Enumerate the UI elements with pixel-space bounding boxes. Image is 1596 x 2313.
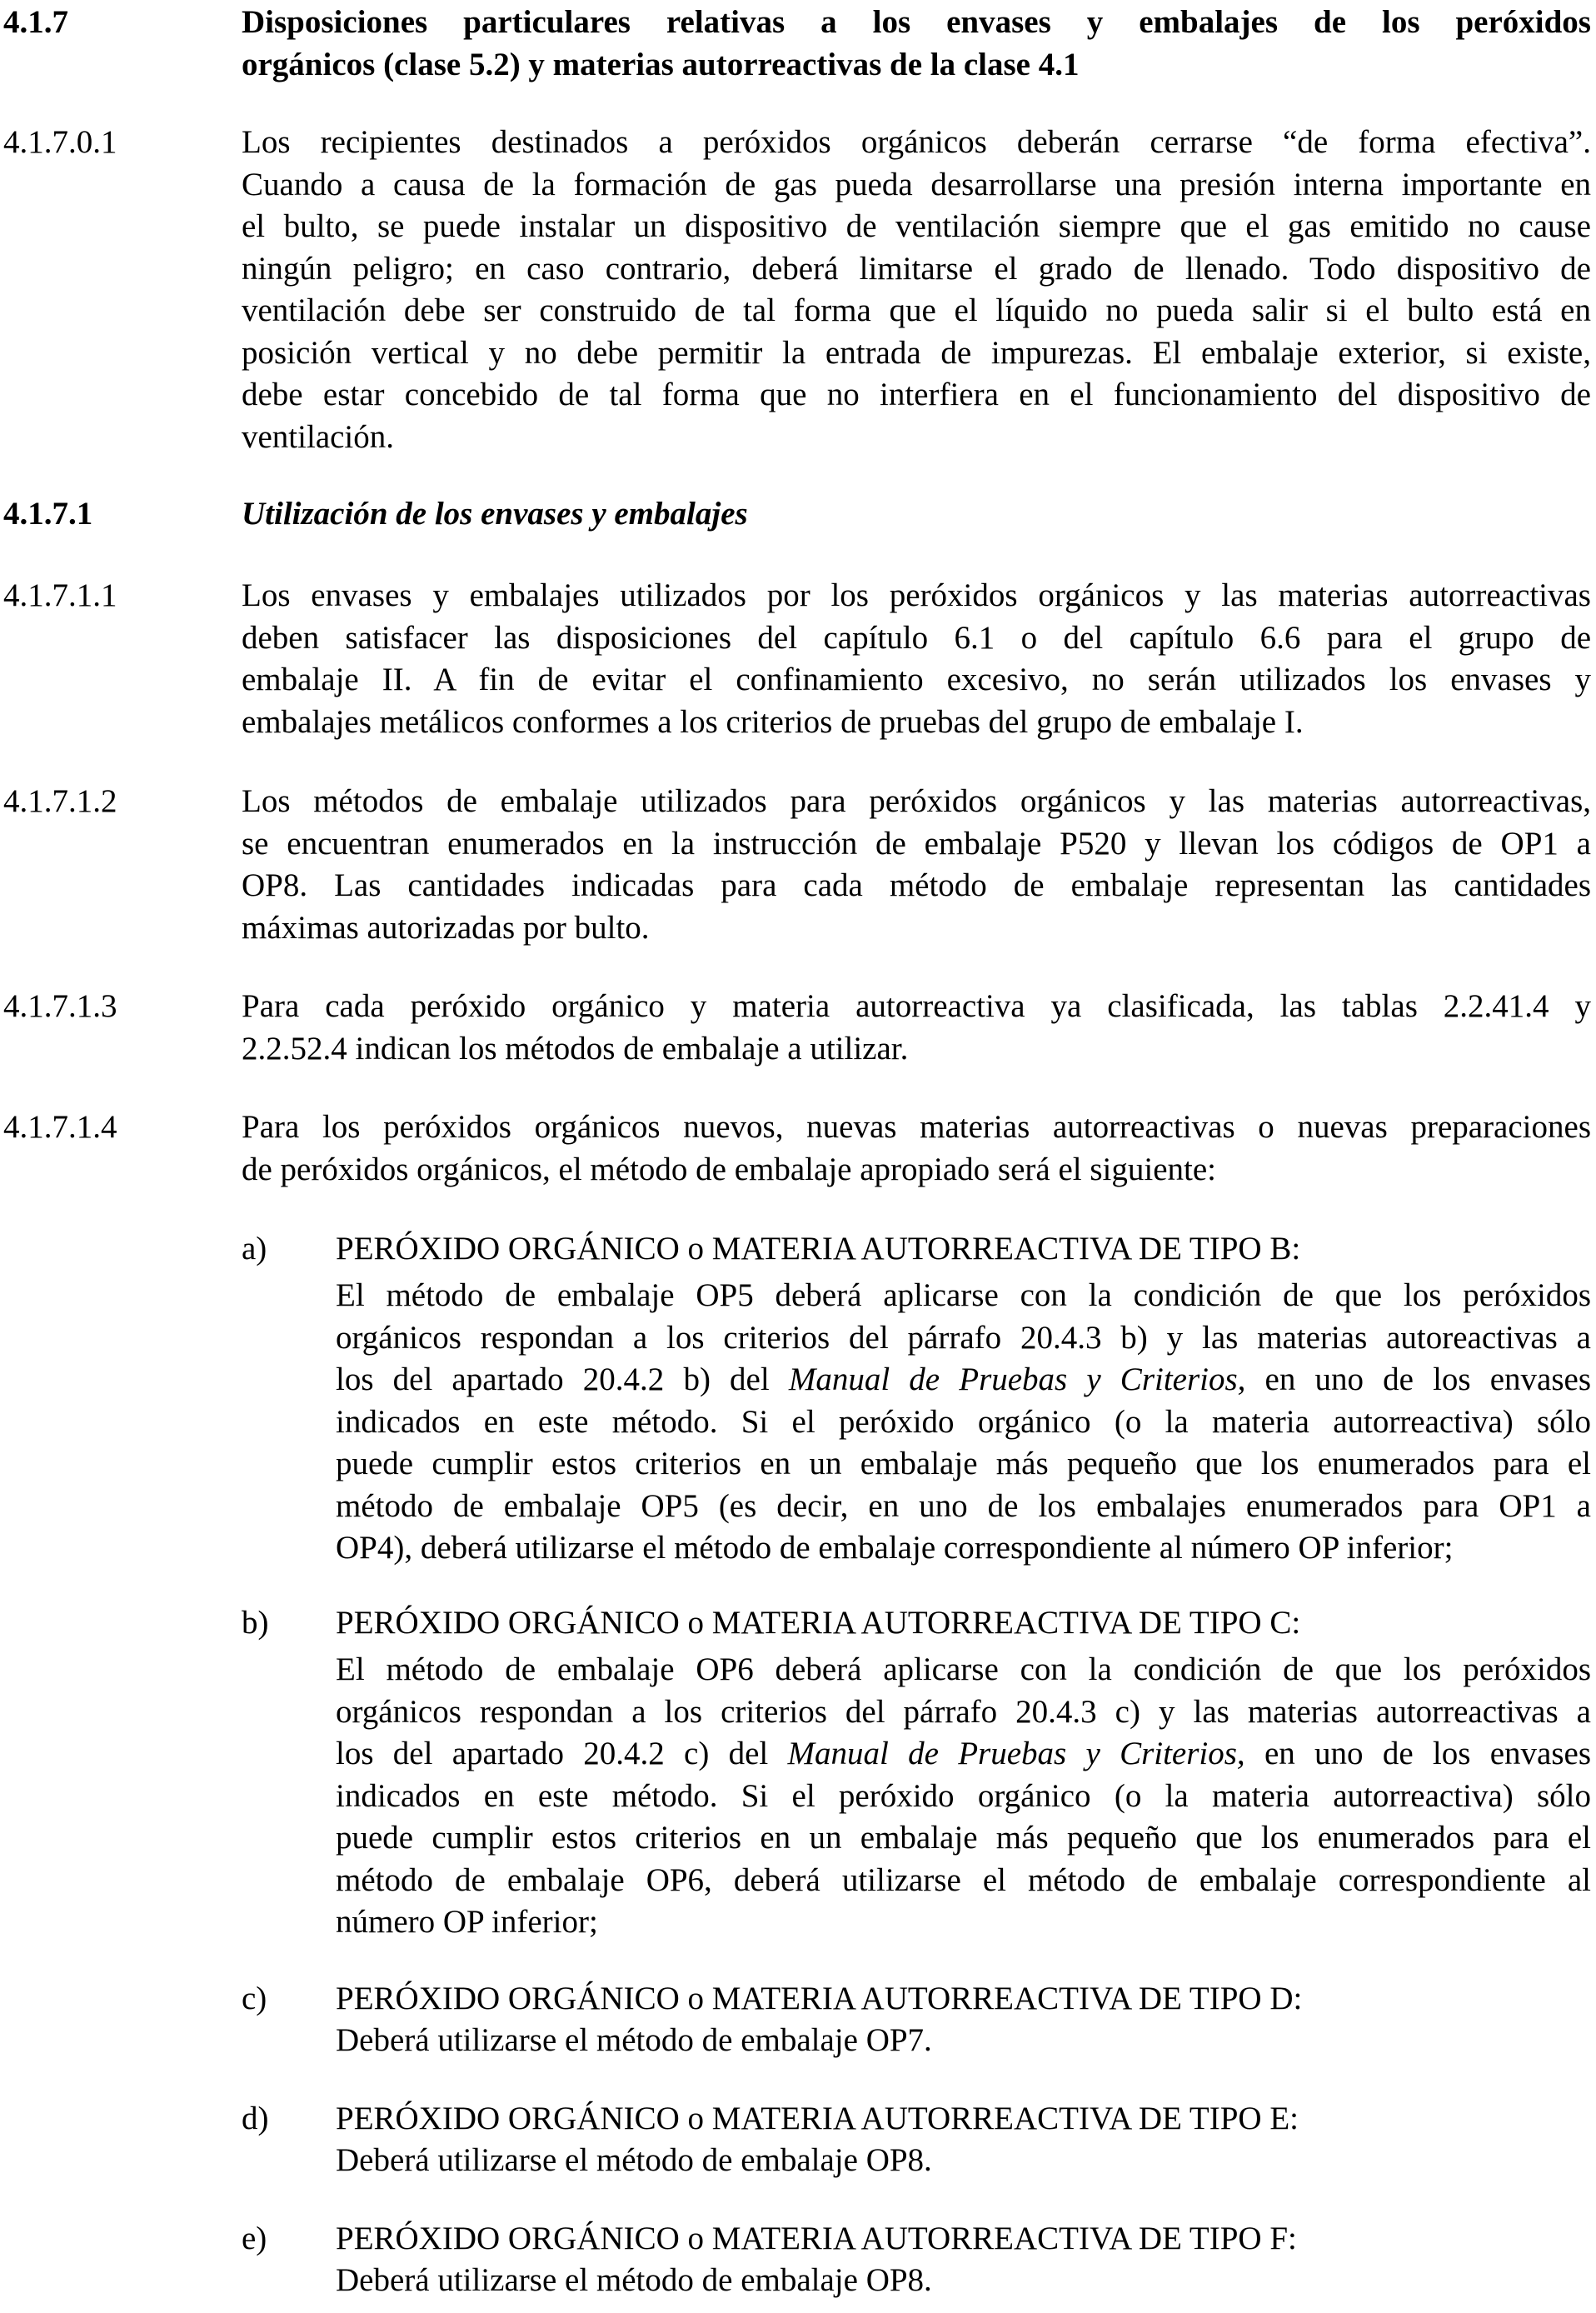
text-line: deben satisfacer las disposiciones del capítulo 6.1 o del capítulo 6.6 para el grupo de xyxy=(242,619,1591,656)
text-line: Para cada peróxido orgánico y materia autorreactiva ya clasificada, las tablas 2.2.41.4 y xyxy=(242,988,1591,1024)
text-line: indicados en este método. Si el peróxido orgánico (o la materia autorreactiva) sólo xyxy=(336,1777,1591,1814)
list-item-text xyxy=(336,1649,1591,1944)
text-line: se encuentran enumerados en la instrucción de embalaje P520 y llevan los códigos de OP1 a xyxy=(242,825,1591,862)
list-item-heading: PERÓXIDO ORGÁNICO o MATERIA AUTORREACTIVA DE TIPO C: xyxy=(336,1605,1301,1641)
text-line: 2.2.52.4 indican los métodos de embalaje a utilizar. xyxy=(242,1030,909,1067)
paragraph-text xyxy=(242,781,1591,949)
text-line: los del apartado 20.4.2 b) del Manual de Pruebas y Criterios, en uno de los envases xyxy=(336,1361,1592,1397)
paragraph-number: 4.1.7.1.3 xyxy=(3,988,117,1024)
list-item-letter: d) xyxy=(242,2101,269,2136)
text-line: orgánicos respondan a los criterios del párrafo 20.4.3 c) y las materias autorreactivas a xyxy=(336,1693,1591,1730)
text-line: Para los peróxidos orgánicos nuevos, nuevas materias autorreactivas o nuevas preparaciones xyxy=(242,1109,1591,1145)
text-line: puede cumplir estos criterios en un embalaje más pequeño que los enumerados para el xyxy=(336,1820,1591,1856)
text-line: El método de embalaje OP5 deberá aplicarse con la condición de que los peróxidos xyxy=(336,1277,1591,1313)
list-item-letter: e) xyxy=(242,2221,267,2256)
text-line: ventilación debe ser construido de tal forma que el líquido no pueda salir si el bulto está en xyxy=(242,292,1591,328)
text-line: OP8. Las cantidades indicadas para cada método de embalaje representan las cantidades xyxy=(242,867,1591,903)
section-title xyxy=(242,493,1591,536)
text-line: embalaje II. A fin de evitar el confinamiento excesivo, no serán utilizados los envases y xyxy=(242,662,1591,697)
list-item-text xyxy=(336,1275,1591,1570)
list-item-letter: a) xyxy=(242,1231,267,1266)
text-line: Los métodos de embalaje utilizados para peróxidos orgánicos y las materias autorreactivas, xyxy=(242,783,1591,819)
list-item-heading: PERÓXIDO ORGÁNICO o MATERIA AUTORREACTIVA DE TIPO B: xyxy=(336,1231,1301,1266)
section-number: 4.1.7.1 xyxy=(3,496,93,532)
list-item-heading: PERÓXIDO ORGÁNICO o MATERIA AUTORREACTIVA DE TIPO E: xyxy=(336,2101,1299,2136)
list-item-letter: c) xyxy=(242,1981,267,2016)
text-line: El método de embalaje OP6 deberá aplicarse con la condición de que los peróxidos xyxy=(336,1651,1591,1687)
text-line: indicados en este método. Si el peróxido orgánico (o la materia autorreactiva) sólo xyxy=(336,1403,1591,1440)
text-line: OP4), deberá utilizarse el método de embalaje correspondiente al número OP inferior; xyxy=(336,1530,1454,1566)
paragraph-number: 4.1.7.1.1 xyxy=(3,577,117,613)
text-line: orgánicos respondan a los criterios del párrafo 20.4.3 b) y las materias autoreactivas a xyxy=(336,1319,1591,1356)
text-line: método de embalaje OP5 (es decir, en uno de los embalajes enumerados para OP1 a xyxy=(336,1487,1591,1524)
text-line: los del apartado 20.4.2 c) del Manual de Pruebas y Criterios, en uno de los envases xyxy=(336,1736,1591,1771)
text-line: Cuando a causa de la formación de gas pueda desarrollarse una presión interna importante en xyxy=(242,166,1591,202)
paragraph-text xyxy=(242,575,1591,743)
list-item-heading: PERÓXIDO ORGÁNICO o MATERIA AUTORREACTIVA DE TIPO F: xyxy=(336,2221,1297,2256)
section-title-line: Utilización de los envases y embalajes xyxy=(242,496,748,532)
section-title xyxy=(242,2,1591,86)
section-title-line: Disposiciones particulares relativas a los envases y embalajes de los peróxidos xyxy=(242,4,1591,40)
text-line: posición vertical y no debe permitir la entrada de impurezas. El embalaje exterior, si existe, xyxy=(242,334,1591,371)
text-line: el bulto, se puede instalar un dispositivo de ventilación siempre que el gas emitido no cause xyxy=(242,208,1591,244)
text-line: Deberá utilizarse el método de embalaje OP7. xyxy=(336,2022,932,2058)
paragraph-number: 4.1.7.1.2 xyxy=(3,783,117,819)
text-line: Deberá utilizarse el método de embalaje OP8. xyxy=(336,2262,932,2298)
paragraph-text xyxy=(242,1107,1591,1191)
text-line: Los envases y embalajes utilizados por los peróxidos orgánicos y las materias autorreactivas xyxy=(242,577,1591,613)
text-line: método de embalaje OP6, deberá utilizarse el método de embalaje correspondiente al xyxy=(336,1861,1591,1898)
text-line: embalajes metálicos conformes a los criterios de pruebas del grupo de embalaje I. xyxy=(242,703,1304,740)
text-line: máximas autorizadas por bulto. xyxy=(242,909,650,946)
text-line: ningún peligro; en caso contrario, deberá limitarse el grado de llenado. Todo dispositivo de xyxy=(242,250,1591,287)
text-line: puede cumplir estos criterios en un embalaje más pequeño que los enumerados para el xyxy=(336,1446,1591,1481)
list-item-text xyxy=(336,2260,1591,2302)
paragraph-number: 4.1.7.1.4 xyxy=(3,1109,117,1145)
section-number: 4.1.7 xyxy=(3,4,68,40)
text-line: Deberá utilizarse el método de embalaje OP8. xyxy=(336,2142,932,2178)
text-line: número OP inferior; xyxy=(336,1904,598,1940)
text-line: ventilación. xyxy=(242,418,395,455)
text-line: debe estar concebido de tal forma que no interfiera en el funcionamiento del dispositivo de xyxy=(242,377,1591,412)
paragraph-text xyxy=(242,986,1591,1070)
text-line: Los recipientes destinados a peróxidos orgánicos deberán cerrarse “de forma efectiva”. xyxy=(242,124,1591,160)
section-title-line: orgánicos (clase 5.2) y materias autorreactivas de la clase 4.1 xyxy=(242,46,1080,82)
list-item-letter: b) xyxy=(242,1605,269,1641)
paragraph-number: 4.1.7.0.1 xyxy=(3,124,117,160)
list-item-text xyxy=(336,2020,1591,2062)
list-item-heading: PERÓXIDO ORGÁNICO o MATERIA AUTORREACTIVA DE TIPO D: xyxy=(336,1981,1303,2016)
list-item-text xyxy=(336,2140,1591,2182)
paragraph-text xyxy=(242,122,1591,458)
text-line: de peróxidos orgánicos, el método de embalaje apropiado será el siguiente: xyxy=(242,1151,1216,1187)
